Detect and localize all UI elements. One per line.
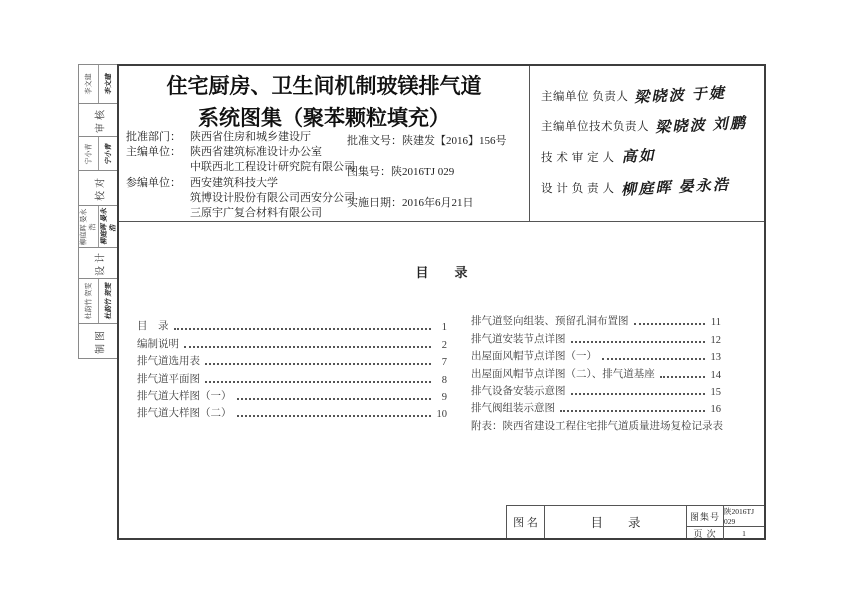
role-label: 制图 (95, 328, 106, 354)
responsible-signatures-panel (530, 66, 764, 221)
org-value: 中联西北工程设计研究院有限公司 (190, 161, 355, 174)
sidebar-row-label (79, 104, 118, 137)
sidebar-row-names (79, 279, 118, 324)
toc-entry-page: 10 (436, 409, 447, 421)
document-info-block (347, 132, 507, 225)
dot-leader (634, 323, 706, 325)
toc-entry (137, 386, 447, 403)
toc-entry-title: 排气道平面图 (137, 373, 200, 385)
signature-row (541, 145, 657, 166)
sidebar-row-label (79, 248, 118, 279)
org-value: 西安建筑科技大学 (190, 176, 278, 189)
dot-leader (571, 341, 706, 343)
org-value: 筑博设计股份有限公司西安分公司 (190, 191, 355, 204)
handwritten-signature: 梁晓波 刘鹏 (654, 115, 750, 137)
org-label (126, 191, 190, 206)
signature-cell (99, 65, 118, 103)
sidebar-row-names (79, 206, 118, 248)
dot-leader (237, 415, 432, 417)
atlas-title (119, 71, 529, 134)
toc-entry (137, 316, 447, 333)
sidebar-row-names (79, 137, 118, 171)
page-number-value: 1 (742, 529, 746, 538)
toc-entry-title: 排气阀组装示意图 (471, 403, 555, 415)
toc-entry-title: 排气道大样图（一） (137, 390, 232, 402)
atlas-number-label: 图集号 (687, 506, 724, 526)
doc-info-value: 陕建发【2016】156号 (402, 135, 507, 147)
toc-entry-title: 目 录 (137, 321, 169, 333)
page-number-label: 页 次 (687, 527, 724, 540)
toc-entry (471, 381, 721, 398)
dot-leader (205, 381, 431, 383)
dot-leader (174, 328, 432, 330)
role-label: 设计 (95, 250, 106, 276)
org-value: 三原宇广复合材料有限公司 (190, 207, 322, 220)
sidebar-row-label (79, 171, 118, 206)
toc-entry (137, 333, 447, 350)
handwritten-signature: 宁小青 (103, 142, 112, 165)
doc-info-row (347, 194, 507, 210)
atlas-number-row (687, 506, 764, 527)
toc-entry-page: 9 (441, 391, 447, 403)
title-block (506, 505, 764, 538)
org-row (126, 145, 355, 160)
printed-name: 宁小青 (83, 143, 92, 164)
signature-row (541, 84, 727, 105)
toc-entry-title: 编制说明 (137, 338, 179, 350)
toc-entry-page: 7 (441, 357, 447, 369)
org-label: 主编单位： (126, 146, 181, 159)
doc-info-row (347, 132, 507, 148)
atlas-title-line1: 住宅厨房、卫生间机制玻镁排气道 (166, 75, 482, 98)
signature-role-label: 技 术 审 定 人 (541, 152, 615, 164)
signature-role-label: 主编单位 负责人 (541, 91, 629, 103)
dot-leader (602, 358, 705, 360)
dot-leader (205, 363, 431, 365)
toc-entry-page: 8 (441, 374, 447, 386)
toc-entry-title: 排气道安装节点详图 (471, 333, 566, 345)
toc-entry-title: 排气道竖向组装、预留孔洞布置图 (471, 316, 629, 328)
org-label: 批准部门： (126, 131, 181, 143)
toc-entry (471, 311, 721, 328)
signature-role-label: 设 计 负 责 人 (541, 183, 615, 195)
signature-row (541, 176, 733, 199)
signature-cell (99, 206, 118, 247)
signature-role-label: 主编单位技术负责人 (541, 121, 649, 133)
org-row (126, 191, 355, 206)
doc-info-row (347, 163, 507, 179)
org-label (126, 160, 190, 175)
doc-info-value: 陕2016TJ 029 (391, 166, 455, 178)
doc-info-label: 图集号： (347, 166, 391, 178)
toc-entry-page: 13 (710, 352, 721, 364)
printed-name: 柳庭晖 晏永浩 (79, 208, 97, 245)
atlas-title-line2: 系统图集（聚苯颗粒填充） (198, 106, 450, 130)
printed-name-cell (79, 137, 99, 170)
toc-appendix-note: 附表：陕西省建设工程住宅排气道质量进场复检记录表 (471, 420, 723, 432)
toc-entry-title: 排气道大样图（二） (137, 408, 232, 420)
signature-cell (99, 137, 118, 170)
toc-entry-page: 14 (710, 369, 721, 381)
dot-leader (571, 393, 706, 395)
sidebar-row-label (79, 324, 118, 358)
page-number-row (687, 527, 764, 540)
toc-entry-page: 15 (710, 386, 721, 398)
org-label (126, 206, 190, 221)
toc-entry-page: 2 (441, 339, 447, 351)
title-block-name-label: 图 名 (507, 506, 545, 538)
drawing-frame (117, 64, 766, 540)
title-block-number-grid (687, 506, 764, 538)
printed-name-cell (79, 279, 99, 323)
toc-entry (471, 346, 721, 363)
toc-right-column (471, 311, 721, 433)
org-label: 参编单位： (126, 176, 181, 189)
role-label: 校对 (95, 175, 106, 201)
title-block-sheet-title: 目 录 (545, 506, 687, 538)
toc-entry-page: 11 (710, 317, 721, 329)
signature-cell (99, 279, 118, 323)
dot-leader (237, 398, 432, 400)
toc-entry (137, 351, 447, 368)
doc-info-label: 批准文号： (347, 135, 402, 147)
handwritten-signature: 李文建 (103, 72, 112, 96)
doc-info-label: 实施日期： (347, 197, 402, 209)
printed-name: 李文建 (83, 73, 92, 95)
toc-entry-title: 排气设备安装示意图 (471, 385, 566, 397)
organizations-block (126, 130, 355, 221)
role-label: 审核 (95, 107, 106, 133)
toc-entry-title: 出屋面风帽节点详图（二）、排气道基座 (471, 368, 655, 380)
printed-name-cell (79, 206, 99, 247)
handwritten-signature: 梁晓波 于婕 (633, 85, 729, 107)
org-row (126, 176, 355, 191)
printed-name-cell (79, 65, 99, 103)
org-value: 陕西省建筑标准设计办公室 (190, 146, 322, 159)
toc-entry (471, 363, 721, 380)
handwritten-signature: 高如 (620, 148, 658, 166)
handwritten-signature: 杜韵竹 贺雯 (103, 281, 112, 321)
toc-left-column (137, 316, 447, 420)
printed-name: 杜韵竹 贺雯 (83, 282, 92, 320)
dot-leader (660, 376, 705, 378)
toc-entry (137, 368, 447, 385)
signature-sidebar (78, 64, 119, 359)
org-row (126, 130, 355, 145)
toc-entry (471, 398, 721, 415)
dot-leader (184, 346, 431, 348)
doc-info-value: 2016年6月21日 (402, 197, 474, 209)
signature-row (541, 114, 748, 135)
toc-entry-page: 12 (710, 334, 721, 346)
toc-entry (471, 328, 721, 345)
toc-entry-title: 排气道选用表 (137, 356, 200, 368)
atlas-number-value: 陕2016TJ 029 (724, 507, 754, 526)
toc-entry (137, 403, 447, 420)
handwritten-signature: 柳庭晖 晏永浩 (99, 206, 117, 245)
toc-entry-title: 出屋面风帽节点详图（一） (471, 351, 597, 363)
org-row (126, 160, 355, 175)
toc-entry-page: 1 (441, 322, 447, 334)
handwritten-signature: 柳庭晖 晏永浩 (620, 177, 733, 199)
toc-heading: 目 录 (415, 265, 468, 280)
toc-entry-page: 16 (710, 404, 721, 416)
dot-leader (560, 410, 705, 412)
org-value: 陕西省住房和城乡建设厅 (190, 131, 311, 143)
org-row (126, 206, 355, 221)
sidebar-row-names (79, 65, 118, 104)
